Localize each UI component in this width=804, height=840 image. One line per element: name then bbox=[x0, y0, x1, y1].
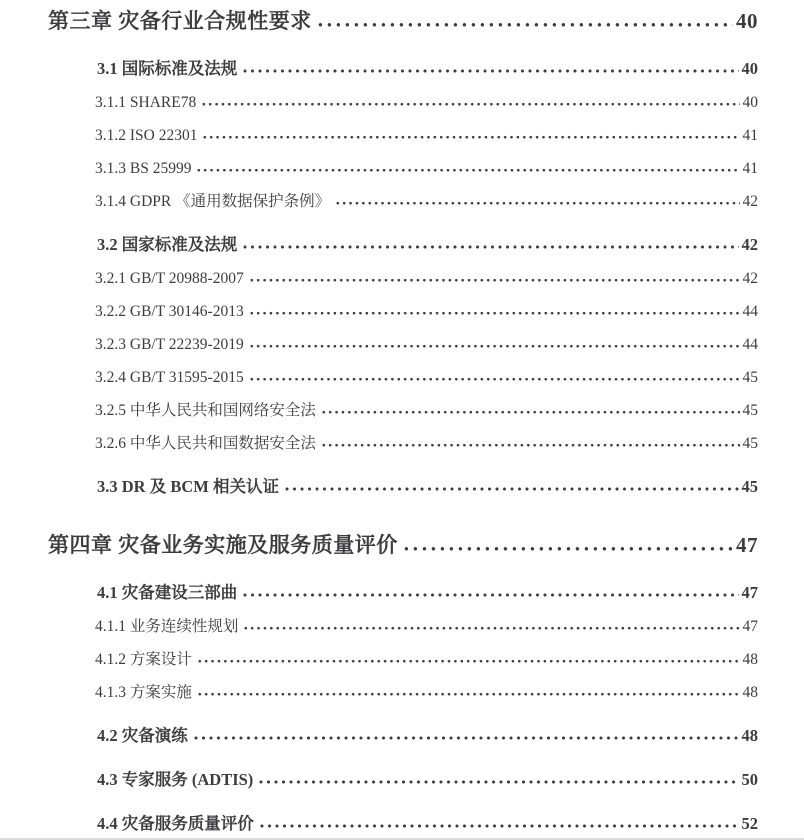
toc-entry-label: 3.1.3 BS 25999 bbox=[95, 160, 192, 177]
toc-entry-3-1-1[interactable] bbox=[0, 91, 758, 115]
dot-leader bbox=[250, 277, 740, 283]
toc-entry-3-1-4[interactable] bbox=[0, 190, 758, 214]
dot-leader bbox=[198, 691, 740, 697]
toc-entry-3-2-2[interactable] bbox=[0, 300, 758, 324]
toc-entry-3-2-3[interactable] bbox=[0, 333, 758, 357]
toc-entry-label: 3.1 国际标准及法规 bbox=[97, 59, 238, 78]
toc-entry-page: 47 bbox=[742, 618, 758, 635]
toc-entry-label: 3.2.1 GB/T 20988-2007 bbox=[95, 270, 244, 287]
toc-entry-label: 4.1.3 方案实施 bbox=[95, 684, 192, 701]
dot-leader bbox=[322, 442, 740, 448]
toc-entry-4-4[interactable] bbox=[0, 811, 758, 837]
toc-entry-label: 第四章 灾备业务实施及服务质量评价 bbox=[48, 533, 398, 557]
toc-entry-page: 52 bbox=[741, 814, 758, 833]
dot-leader bbox=[243, 592, 738, 598]
dot-leader bbox=[404, 546, 733, 552]
toc-entry-label: 4.1.1 业务连续性规划 bbox=[95, 618, 239, 635]
dot-leader bbox=[250, 376, 740, 382]
toc-entry-page: 45 bbox=[741, 477, 758, 496]
dot-leader bbox=[259, 779, 738, 785]
toc-entry-label: 4.4 灾备服务质量评价 bbox=[97, 814, 254, 833]
dot-leader bbox=[336, 200, 739, 206]
toc-entry-3-2[interactable] bbox=[0, 232, 758, 258]
toc-entry-3-1-2[interactable] bbox=[0, 124, 758, 148]
toc-entry-chapter-3[interactable] bbox=[0, 4, 758, 38]
toc-entry-page: 41 bbox=[742, 127, 758, 144]
toc-entry-3-1[interactable] bbox=[0, 56, 758, 82]
dot-leader bbox=[322, 409, 740, 415]
toc-entry-page: 47 bbox=[736, 533, 758, 557]
toc-entry-chapter-4[interactable] bbox=[0, 528, 758, 562]
dot-leader bbox=[285, 486, 739, 492]
toc-entry-label: 3.1.2 ISO 22301 bbox=[95, 127, 198, 144]
toc-entry-label: 3.1.4 GDPR 《通用数据保护条例》 bbox=[95, 193, 331, 210]
toc-entry-4-1-2[interactable] bbox=[0, 648, 758, 672]
dot-leader bbox=[243, 244, 738, 250]
dot-leader bbox=[202, 101, 739, 107]
toc-entry-3-2-6[interactable] bbox=[0, 432, 758, 456]
toc-entry-label: 3.1.1 SHARE78 bbox=[95, 94, 197, 111]
toc-entry-page: 50 bbox=[741, 770, 758, 789]
toc-entry-label: 3.2.2 GB/T 30146-2013 bbox=[95, 303, 244, 320]
dot-leader bbox=[197, 167, 739, 173]
toc-entry-3-2-5[interactable] bbox=[0, 399, 758, 423]
dot-leader bbox=[244, 625, 739, 631]
dot-leader bbox=[260, 823, 739, 829]
toc-entry-label: 3.2.5 中华人民共和国网络安全法 bbox=[95, 402, 316, 419]
dot-leader bbox=[250, 343, 740, 349]
dot-leader bbox=[198, 658, 740, 664]
toc-entry-4-2[interactable] bbox=[0, 723, 758, 749]
toc-entry-3-1-3[interactable] bbox=[0, 157, 758, 181]
toc-entry-page: 45 bbox=[742, 369, 758, 386]
toc-entry-label: 4.3 专家服务 (ADTIS) bbox=[97, 770, 254, 789]
toc-entry-page: 42 bbox=[742, 270, 758, 287]
toc-entry-page: 41 bbox=[742, 160, 758, 177]
toc-entry-4-1-1[interactable] bbox=[0, 615, 758, 639]
toc-entry-label: 第三章 灾备行业合规性要求 bbox=[48, 9, 312, 33]
toc-entry-page: 48 bbox=[741, 726, 758, 745]
toc-entry-label: 4.1 灾备建设三部曲 bbox=[97, 583, 238, 602]
toc-entry-page: 48 bbox=[742, 651, 758, 668]
toc-entry-page: 42 bbox=[742, 193, 758, 210]
toc-entry-page: 44 bbox=[742, 303, 758, 320]
toc-entry-page: 47 bbox=[741, 583, 758, 602]
toc-entry-4-3[interactable] bbox=[0, 767, 758, 793]
toc-entry-4-1[interactable] bbox=[0, 580, 758, 606]
toc-entry-3-3[interactable] bbox=[0, 474, 758, 500]
toc-entry-page: 40 bbox=[742, 94, 758, 111]
dot-leader bbox=[203, 134, 739, 140]
toc-entry-label: 3.2 国家标准及法规 bbox=[97, 235, 238, 254]
toc-entry-3-2-4[interactable] bbox=[0, 366, 758, 390]
toc-entry-page: 40 bbox=[741, 59, 758, 78]
toc-entry-label: 3.2.3 GB/T 22239-2019 bbox=[95, 336, 244, 353]
dot-leader bbox=[318, 22, 733, 28]
dot-leader bbox=[243, 68, 738, 74]
toc-entry-label: 3.2.4 GB/T 31595-2015 bbox=[95, 369, 244, 386]
toc-entry-page: 45 bbox=[742, 435, 758, 452]
toc-entry-label: 3.3 DR 及 BCM 相关认证 bbox=[97, 477, 279, 496]
dot-leader bbox=[194, 735, 739, 741]
toc-entry-page: 45 bbox=[742, 402, 758, 419]
dot-leader bbox=[250, 310, 740, 316]
toc-entry-page: 42 bbox=[741, 235, 758, 254]
toc-entry-page: 48 bbox=[742, 684, 758, 701]
toc-entry-label: 4.2 灾备演练 bbox=[97, 726, 188, 745]
toc-entry-label: 3.2.6 中华人民共和国数据安全法 bbox=[95, 435, 316, 452]
toc-entry-page: 44 bbox=[742, 336, 758, 353]
toc-entry-page: 40 bbox=[736, 9, 758, 33]
toc-entry-4-1-3[interactable] bbox=[0, 681, 758, 705]
toc-entry-3-2-1[interactable] bbox=[0, 267, 758, 291]
toc-entry-label: 4.1.2 方案设计 bbox=[95, 651, 192, 668]
